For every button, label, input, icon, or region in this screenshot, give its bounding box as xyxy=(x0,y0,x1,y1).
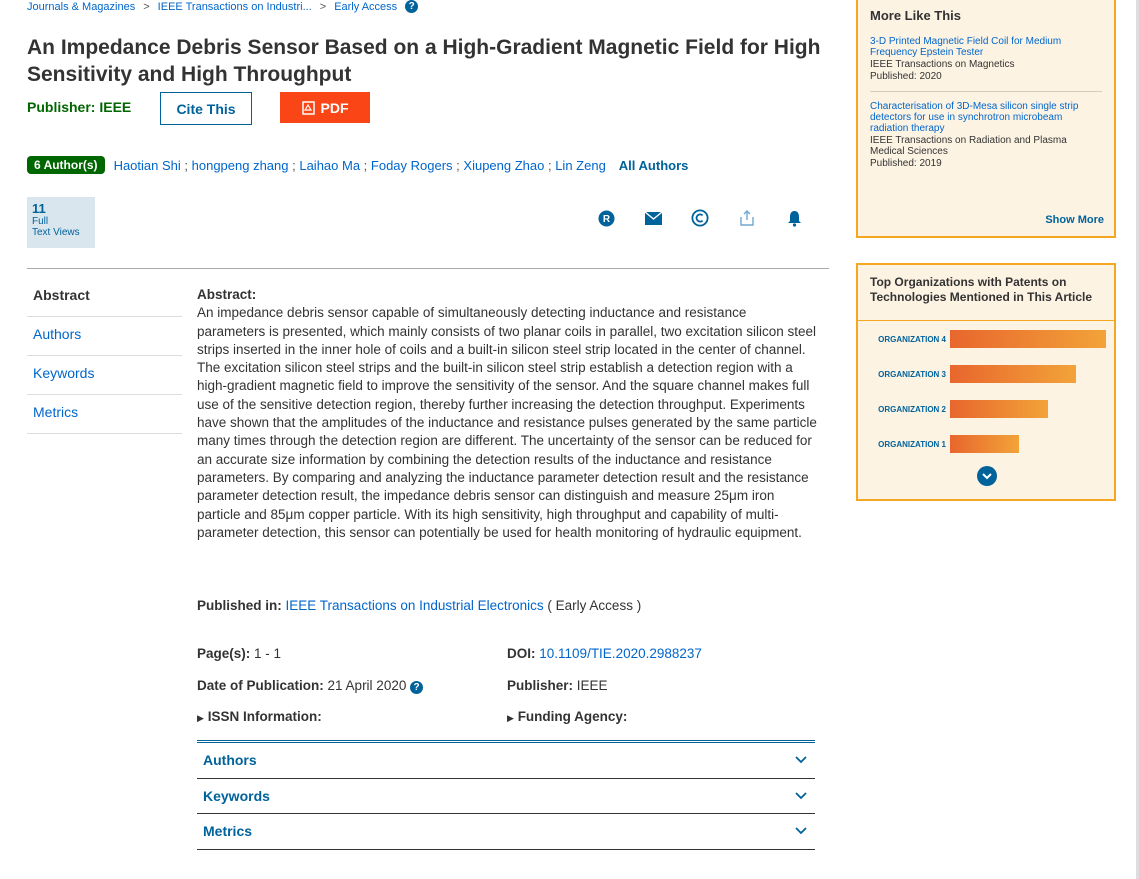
doi-meta xyxy=(507,646,702,661)
related-article-date: Published: 2020 xyxy=(870,71,942,82)
more-like-this-title: More Like This xyxy=(870,8,962,23)
bar xyxy=(950,400,1048,418)
breadcrumb-journal[interactable]: IEEE Transactions on Industri... xyxy=(157,0,312,13)
chevron-down-icon xyxy=(982,473,992,480)
author-count-badge[interactable]: 6 Author(s) xyxy=(27,156,105,174)
sidenav-metrics[interactable]: Metrics xyxy=(27,395,182,434)
author-list: Haotian Shi ; hongpeng zhang ; Laihao Ma ; Foday Rogers ; Xiupeng Zhao ; Lin Zeng xyxy=(113,157,606,173)
bar xyxy=(950,435,1019,453)
chart-title: Top Organizations with Patents on Technologies Mentioned in This Article xyxy=(870,275,1093,304)
chevron-down-icon xyxy=(795,827,807,835)
details-accordion xyxy=(197,740,815,850)
funding-label: Funding Agency: xyxy=(517,709,628,724)
published-in xyxy=(197,598,641,613)
pages-meta xyxy=(197,646,281,661)
action-toolbar xyxy=(596,208,804,228)
expand-chart-button[interactable] xyxy=(977,466,997,486)
bar-row[interactable] xyxy=(858,435,1019,453)
sidenav-authors[interactable]: Authors xyxy=(27,317,182,356)
related-article-title[interactable]: 3-D Printed Magnetic Field Coil for Medium Frequency Epstein Tester xyxy=(870,36,1062,58)
views-label: Full xyxy=(32,216,49,227)
bar-label: ORGANIZATION 1 xyxy=(878,439,946,449)
author-link[interactable]: Foday Rogers xyxy=(370,157,453,173)
pdf-label: PDF xyxy=(320,99,349,116)
cite-this-button[interactable]: Cite This xyxy=(160,92,252,125)
accordion-keywords[interactable] xyxy=(197,779,815,815)
bar-label: ORGANIZATION 2 xyxy=(878,404,946,414)
author-link[interactable]: Xiupeng Zhao xyxy=(463,157,545,173)
bar-row[interactable] xyxy=(858,365,1076,383)
caret-right-icon: ▶ xyxy=(197,713,204,723)
more-like-this-card xyxy=(856,0,1116,238)
publisher-label: Publisher: IEEE xyxy=(27,99,132,115)
date-label: Date of Publication: xyxy=(197,678,324,693)
all-authors-link[interactable]: All Authors xyxy=(618,157,689,173)
share-icon[interactable] xyxy=(737,208,757,228)
accordion-label: Keywords xyxy=(203,787,270,804)
author-link[interactable]: Lin Zeng xyxy=(555,157,606,173)
author-link[interactable]: hongpeng zhang xyxy=(191,157,289,173)
breadcrumb-early-access[interactable]: Early Access xyxy=(334,0,398,13)
issn-toggle[interactable] xyxy=(197,709,322,724)
pdf-icon xyxy=(302,101,315,115)
authors-row xyxy=(27,156,688,174)
chevron-down-icon xyxy=(795,756,807,764)
doi-link[interactable]: 10.1109/TIE.2020.2988237 xyxy=(539,646,702,661)
author-link[interactable]: Haotian Shi xyxy=(113,157,181,173)
abstract-heading: Abstract: xyxy=(197,287,257,302)
date-help-icon[interactable]: ? xyxy=(410,681,423,694)
bar xyxy=(950,330,1106,348)
bar-label: ORGANIZATION 3 xyxy=(878,369,946,379)
accordion-authors[interactable] xyxy=(197,743,815,779)
accordion-metrics[interactable] xyxy=(197,814,815,850)
published-in-label: Published in: xyxy=(197,598,282,613)
abstract-section xyxy=(197,286,817,542)
related-article-journal: IEEE Transactions on Radiation and Plasma Medical Sciences xyxy=(870,135,1067,157)
chevron-down-icon xyxy=(795,792,807,800)
email-icon[interactable] xyxy=(643,208,663,228)
bar-row[interactable] xyxy=(858,400,1048,418)
pages-value: 1 - 1 xyxy=(254,646,282,661)
bar-row[interactable] xyxy=(858,330,1106,348)
page-title: An Impedance Debris Sensor Based on a High-Gradient Magnetic Field for High Sensitivity and High Throughput xyxy=(27,36,821,86)
issn-label: ISSN Information: xyxy=(207,709,322,724)
alert-bell-icon[interactable] xyxy=(784,208,804,228)
abstract-text: An impedance debris sensor capable of simultaneously detecting inductance and resistance parameters is presented, which mainly consists of two planar coils in parallel, two excitation silicon steel strips inserted in the inner hole of coils and a built-in silicon steel strip located in the center of channel. The excitation silicon steel strips and the built-in silicon steel strip establish a detection region with a high-gradient magnetic field to improve the sensitivity of the sensor. And the square channel makes full use of the sensitive detection region, thereby further increasing the detection throughput. Experiments have shown that the amplitudes of the inductance and resistance pulses generated by the same particle many times through the detection region are different. The uncertainty of the sensor can be reduced for an accurate size information by combining the detection results of the inductance and resistance parameters. By comparing and analyzing the inductance parameter detection result and the resistance parameter detection result, the impedance debris sensor can distinguish and measure 25μm iron particle and 85μm copper particle. With its high sensitivity, high throughput and capability of multi-parameter detection, this sensor can potentially be used for health monitoring of hydraulic equipment. xyxy=(197,305,817,540)
section-divider xyxy=(27,268,829,269)
date-value: 21 April 2020 xyxy=(327,678,407,693)
pages-label: Page(s): xyxy=(197,646,251,661)
svg-text:R: R xyxy=(602,213,610,225)
caret-right-icon: ▶ xyxy=(507,713,514,723)
related-article-date: Published: 2019 xyxy=(870,158,942,169)
bar xyxy=(950,365,1076,383)
accordion-label: Authors xyxy=(203,752,257,769)
full-text-views-metric[interactable] xyxy=(27,197,95,248)
date-meta xyxy=(197,678,423,694)
breadcrumb-journals[interactable]: Journals & Magazines xyxy=(27,0,136,13)
views-label: Text Views xyxy=(32,227,80,238)
publisher-meta-value: IEEE xyxy=(576,678,608,693)
related-article-journal: IEEE Transactions on Magnetics xyxy=(870,59,1015,70)
pdf-button[interactable] xyxy=(280,92,370,123)
rights-permissions-icon[interactable] xyxy=(596,208,616,228)
author-link[interactable]: Laihao Ma xyxy=(299,157,361,173)
doi-label: DOI: xyxy=(507,646,536,661)
breadcrumb xyxy=(27,0,418,13)
sidenav-keywords[interactable]: Keywords xyxy=(27,356,182,395)
copyright-icon[interactable] xyxy=(690,208,710,228)
journal-link[interactable]: IEEE Transactions on Industrial Electronics xyxy=(285,598,544,613)
funding-toggle[interactable] xyxy=(507,709,627,724)
divider xyxy=(870,91,1102,92)
related-article xyxy=(870,101,1102,169)
top-organizations-card xyxy=(856,263,1116,501)
sidenav-abstract[interactable]: Abstract xyxy=(27,278,182,317)
publisher-meta-label: Publisher: xyxy=(507,678,574,693)
publication-status: ( Early Access ) xyxy=(547,598,642,613)
breadcrumb-separator: > xyxy=(143,0,150,13)
show-more-link[interactable]: Show More xyxy=(1045,214,1104,226)
bar-label: ORGANIZATION 4 xyxy=(878,334,946,344)
organizations-bar-chart xyxy=(858,320,1114,449)
publisher-meta xyxy=(507,678,608,693)
views-count: 11 xyxy=(32,201,46,216)
accordion-label: Metrics xyxy=(203,823,253,840)
document-sidenav xyxy=(27,278,182,434)
breadcrumb-separator: > xyxy=(319,0,327,13)
help-icon[interactable]: ? xyxy=(405,0,418,13)
related-article xyxy=(870,36,1102,82)
related-article-title[interactable]: Characterisation of 3D-Mesa silicon single strip detectors for use in synchrotron microbeam radiation therapy xyxy=(870,101,1079,134)
